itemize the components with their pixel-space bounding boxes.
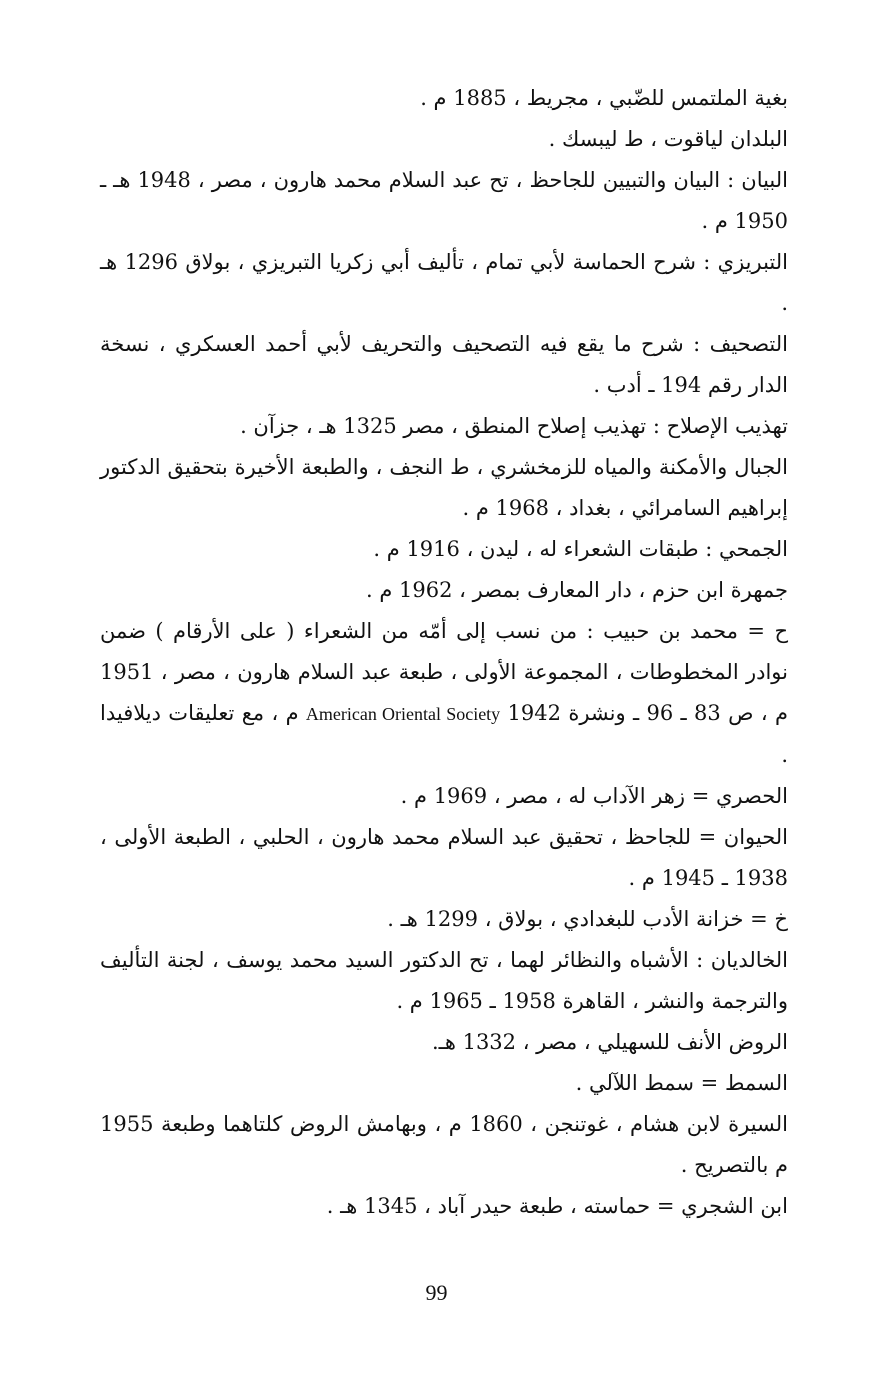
bibliography-entry: البيان : البيان والتبيين للجاحظ ، تح عبد السلام محمد هارون ، مصر ، 1948 هـ ـ 1950 م .: [100, 168, 788, 233]
bibliography-entry: السيرة لابن هشام ، غوتنجن ، 1860 م ، وبهامش الروض كلتاهما وطبعة 1955 م بالتصريح .: [100, 1112, 788, 1177]
bibliography-entry: الروض الأنف للسهيلي ، مصر ، 1332 هـ.: [432, 1030, 788, 1054]
bibliography-entry: جمهرة ابن حزم ، دار المعارف بمصر ، 1962 م .: [366, 578, 788, 602]
bibliography-entry: الحصري = زهر الآداب له ، مصر ، 1969 م .: [400, 784, 788, 808]
bibliography-entry: السمط = سمط اللآلي .: [575, 1071, 788, 1095]
bibliography-entry: الجمحي : طبقات الشعراء له ، ليدن ، 1916 م .: [373, 537, 788, 561]
bibliography-entry: الجبال والأمكنة والمياه للزمخشري ، ط النجف ، والطبعة الأخيرة بتحقيق الدكتور إبراهيم السامرائي ، بغداد ، 1968 م .: [100, 455, 788, 520]
latin-publisher-name: American Oriental Society: [305, 704, 501, 724]
bibliography-entry: ابن الشجري = حماسته ، طبعة حيدر آباد ، 1345 هـ .: [326, 1194, 788, 1218]
bibliography-entry: البلدان لياقوت ، ط ليبسك .: [548, 127, 788, 151]
entry-text-part: 1942 م ، مع تعليقات ديلافيدا .: [100, 701, 788, 767]
bibliography-entry: التصحيف : شرح ما يقع فيه التصحيف والتحريف لأبي أحمد العسكري ، نسخة الدار رقم 194 ـ أدب .: [100, 332, 788, 397]
bibliography-entry: [100, 611, 788, 776]
bibliography-entry: خ = خزانة الأدب للبغدادي ، بولاق ، 1299 هـ .: [387, 907, 788, 931]
bibliography-entry: تهذيب الإصلاح : تهذيب إصلاح المنطق ، مصر 1325 هـ ، جزآن .: [240, 414, 788, 438]
bibliography-list: [100, 78, 788, 1227]
bibliography-entry: الحيوان = للجاحظ ، تحقيق عبد السلام محمد هارون ، الحلبي ، الطبعة الأولى ، 1938 ـ 1945 م .: [100, 825, 788, 890]
bibliography-entry: الخالديان : الأشباه والنظائر لهما ، تح الدكتور السيد محمد يوسف ، لجنة التأليف والترجمة والنشر ، القاهرة 1958 ـ 1965 م .: [100, 948, 788, 1013]
entry-text-part: ح = محمد بن حبيب : من نسب إلى أمّه من الشعراء ( على الأرقام ) ضمن نوادر المخطوطات ، المجموعة الأولى ، طبعة عبد السلام هارون ، مصر ، 1951 م ، ص 83 ـ 96 ـ ونشرة: [100, 619, 788, 725]
page-number: 99: [425, 1280, 448, 1305]
bibliography-entry: التبريزي : شرح الحماسة لأبي تمام ، تأليف أبي زكريا التبريزي ، بولاق 1296 هـ .: [100, 250, 788, 315]
bibliography-entry: بغية الملتمس للضّبي ، مجريط ، 1885 م .: [420, 86, 788, 110]
